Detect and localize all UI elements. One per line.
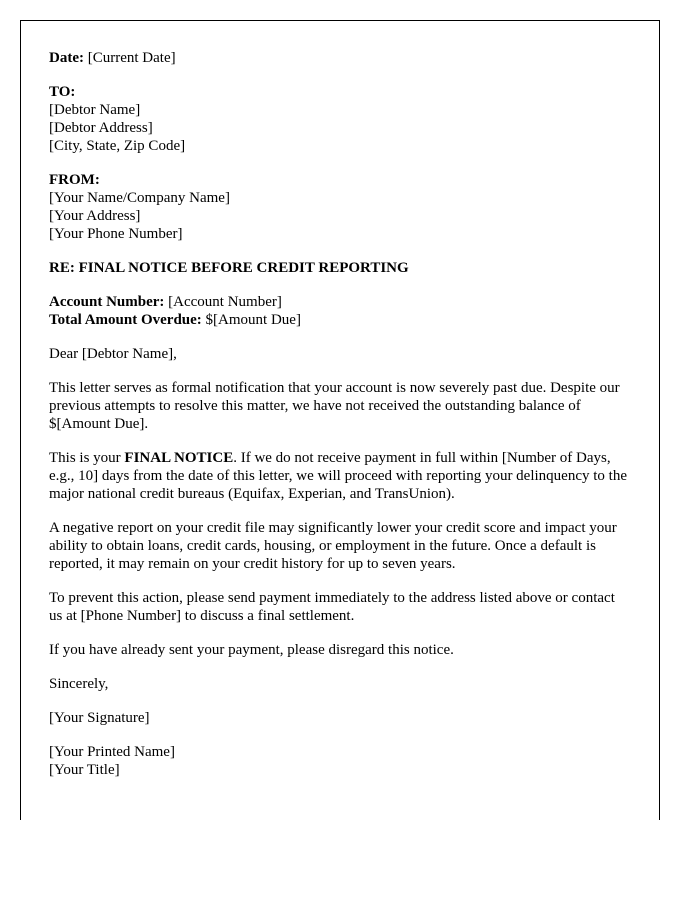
debtor-address: [Debtor Address] — [49, 120, 153, 136]
printed-name: [Your Printed Name] — [49, 744, 175, 760]
signer-title: [Your Title] — [49, 762, 120, 778]
final-notice-intro: This is your — [49, 450, 125, 466]
final-notice-rest: . If we do not receive payment in full within [Number of Days, e.g., 10] days from the date of this letter, we will proceed with reporting your delinquency to the major national credit bureaus (Equifax, Experian, and TransUnion). — [49, 450, 627, 502]
amount-overdue-value: $[Amount Due] — [205, 312, 301, 328]
paragraph-consequences: A negative report on your credit file may significantly lower your credit score and impact your ability to obtain loans, credit cards, housing, or employment in the future. Once a default is reported, it may remain on your credit history for up to seven years. — [49, 520, 617, 572]
paragraph-final-notice — [49, 449, 631, 503]
sender-block — [49, 171, 631, 243]
account-number-value: [Account Number] — [168, 294, 282, 310]
closing: Sincerely, — [49, 676, 109, 692]
final-notice-emphasis: FINAL NOTICE — [124, 450, 234, 466]
from-label: FROM: — [49, 172, 100, 188]
account-number-line — [49, 293, 631, 311]
subject-line — [49, 259, 631, 277]
subject-text: RE: FINAL NOTICE BEFORE CREDIT REPORTING — [49, 260, 409, 276]
salutation: Dear [Debtor Name], — [49, 346, 177, 362]
amount-overdue-label: Total Amount Overdue: — [49, 312, 202, 328]
recipient-block — [49, 83, 631, 155]
paragraph-notification: This letter serves as formal notification that your account is now severely past due. Despite our previous attempts to resolve this matter, we have not received the outstanding balance of $[Amount Due]. — [49, 380, 620, 432]
letter-page — [20, 20, 660, 820]
sender-address: [Your Address] — [49, 208, 141, 224]
signer-block — [49, 743, 631, 779]
account-details — [49, 293, 631, 329]
to-label: TO: — [49, 84, 76, 100]
paragraph-action: To prevent this action, please send payment immediately to the address listed above or contact us at [Phone Number] to discuss a final settlement. — [49, 590, 615, 624]
debtor-city-state-zip: [City, State, Zip Code] — [49, 138, 186, 154]
date-line — [49, 49, 631, 67]
debtor-name: [Debtor Name] — [49, 102, 141, 118]
amount-overdue-line — [49, 311, 631, 329]
account-number-label: Account Number: — [49, 294, 165, 310]
paragraph-disregard: If you have already sent your payment, please disregard this notice. — [49, 642, 454, 658]
date-label: Date: — [49, 50, 84, 66]
sender-phone: [Your Phone Number] — [49, 226, 183, 242]
sender-name: [Your Name/Company Name] — [49, 190, 230, 206]
date-value: [Current Date] — [87, 50, 176, 66]
signature: [Your Signature] — [49, 710, 150, 726]
